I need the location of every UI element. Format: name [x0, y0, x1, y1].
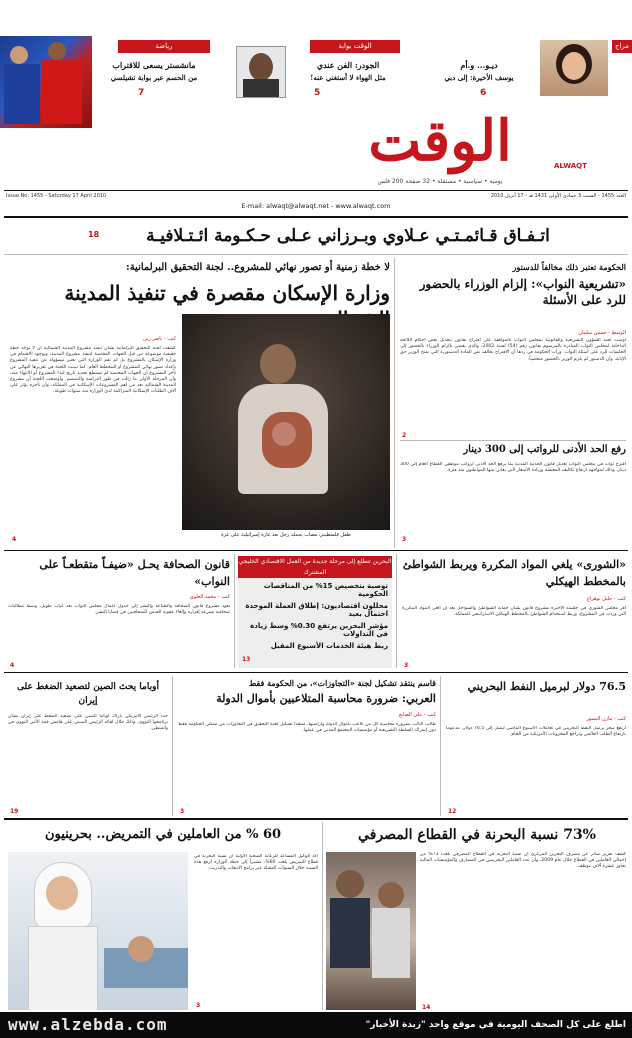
promo-title: مانشستر يسعى للاقتراب: [112, 60, 196, 70]
page-ref: 12: [448, 808, 457, 815]
promo-tag: الوقت بوابة: [310, 40, 400, 53]
page-ref: 5: [314, 88, 321, 98]
page-ref: 6: [480, 88, 487, 98]
byline: كتب - ناصر زين: [143, 336, 176, 342]
box-header: البحرين تتطلع إلى مرحلة جديدة من العمل الاقتصادي الخليجي المشترك: [238, 558, 392, 576]
story-body: ارتفع سعر برميل النفط البحريني في تعاملات الأسبوع الماضي ليصل إلى 76.5 دولار، مدعوماً بارتفاع الطلب العالمي وتراجع المخزونات الأمريكية من الخام.: [446, 726, 626, 738]
page-ref: 14: [422, 1004, 431, 1011]
masthead: [0, 100, 632, 212]
promo-title: من الحسم عبر بوابة تشيلسي: [110, 73, 198, 82]
banner-headline[interactable]: اتـفـاق قـائمـتـي عـلاوي وبـرزاني عـلى حـكـومة ائـتـلافيـة: [146, 226, 550, 246]
page-ref: 3: [196, 1002, 201, 1009]
promo-tag: رياضة: [118, 40, 210, 53]
story-headline[interactable]: وزارة الإسكان مقصرة في تنفيذ المدينة: [64, 281, 390, 305]
story-body: كشفت لجنة التحقيق البرلمانية بشأن تنفيذ مشروع المدينة الشمالية أن لا توجد خطة حقيقية موضوعة من قبل الجهات المختصة لتنفيذ مشروع المدينة، وبوجود الاهتمام في وزارة الإسكان بالمشروع بل لم تقم الوزارة التي تعتبر مسؤولة عن تنفيذ المشروع بإعداد تصور نهائي للمشروع أو للمخطط العام. كما تبينت اللجنة في تقريرها النهائي عن تأخر المشروع أن الجهات المختصة لم تستطع تحديد تاريخ لبدء المشروع أو الانتهاء منه، وأن المرحلة الأولى ما زالت في طور الدراسة والتصميم. وأوضحت اللجنة أن مشروع المدينة الشمالية يعد من أهم المشروعات الإسكانية في المملكة، وأن تأخره يؤثر على آلاف الطلبات الإسكانية المتراكمة لدى الوزارة منذ سنوات طويلة.: [10, 346, 176, 395]
story-body: أقر مجلس الشورى في جلسته الأخيرة مشروع قانون بشأن حماية الشواطئ والسواحل بعد أن ألغى المواد المكررة التي وردت في المشروع، وربط استخدام الشواطئ بالمخطط الهيكلي الاستراتيجي للمملكة.: [402, 606, 626, 618]
gulf-economy-box[interactable]: [238, 556, 392, 668]
story-headline[interactable]: 73% نسبة البحرنة في القطاع المصرفي: [357, 827, 596, 843]
page-ref: 4: [12, 536, 17, 543]
box-item: توصية بتخصيص 15% من المناقصات الحكومية: [263, 582, 388, 598]
story-headline[interactable]: العربي: ضرورة محاسبة المتلاعبين بأموال الدولة: [216, 692, 436, 705]
story-kicker: لا خطة زمنية أو تصور نهائي للمشروع.. لجنة التحقيق البرلمانية:: [126, 262, 390, 273]
byline: كتب - مازن النسور: [586, 716, 626, 722]
page-ref: 7: [138, 88, 145, 98]
story-body: كشف تقرير صادر عن مصرف البحرين المركزي أن نسبة البحرنة في القطاع المصرفي بلغت 73% من إجمالي العاملين في القطاع خلال عام 2009، وأن عدد العاملين البحرينيين في المصارف والمؤسسات المالية تجاوز عشرة آلاف موظف.: [420, 852, 626, 870]
page-ref: 19: [10, 808, 19, 815]
footer-promo: اطلع على كل الصحف اليومية في موقع واحد "زبدة الأخبار": [365, 1020, 626, 1030]
story-headline[interactable]: قانون الصحافة يحـل «ضيفـاً متقطعـاً على النواب»: [39, 558, 230, 588]
byline: كتب - محمد العلوي: [189, 594, 230, 600]
promo-tag: مزاج: [612, 40, 632, 53]
news-photo: [182, 314, 390, 530]
story-headline[interactable]: 76.5 دولار لبرميل النفط البحريني: [467, 680, 626, 693]
portrait-photo: [236, 46, 286, 98]
promo-title: مثل الهواء لا أستغني عنه!: [310, 73, 386, 82]
promo-title: ديـو... و.أم: [460, 60, 498, 70]
story-body: اقترح نواب في مجلس النواب تعديل قانون الخدمة المدنية بما يرفع الحد الأدنى لرواتب موظفي القطاع العام إلى 300 دينار، وذلك لمواجهة ارتفاع تكاليف المعيشة وزيادة الأسعار التي يعاني منها المواطنون منذ فترة.: [400, 462, 626, 474]
photo-caption: طفل فلسطيني مصاب يحمله رجل بعد غارة إسرائيلية على غزة: [221, 532, 351, 538]
footer-bar[interactable]: [0, 1012, 632, 1038]
issue-info-latin: Issue No: 1455 - Saturday 17 April 2010: [6, 193, 107, 199]
story-headline[interactable]: أوباما يحث الصين لتصعيد الضغط على إيران: [17, 682, 159, 706]
footer-site[interactable]: www.alzebda.com: [8, 1015, 168, 1034]
story-body: حث الرئيس الأمريكي باراك أوباما الصين على تصعيد الضغط على إيران بشأن برنامجها النووي، وذلك خلال لقائه الرئيس الصيني على هامش قمة الأمن النووي في واشنطن.: [8, 714, 168, 732]
byline: الوسط - حسين سلمان: [578, 330, 626, 336]
story-body: يعود مشروع قانون الصحافة والطباعة والنشر إلى جدول أعمال مجلس النواب بعد غياب طويل، وسط مطالبات صحافية بسرعة إقراره وإلغاء عقوبة الحبس للصحافيين في قضايا النشر.: [8, 604, 230, 616]
page-ref: 18: [88, 230, 100, 239]
byline: كتب - علي الصايغ: [398, 712, 436, 718]
story-kicker: الحكومة تعتبر ذلك مخالفاً للدستور: [512, 262, 626, 272]
logo: الوقت: [368, 108, 512, 174]
banking-photo: [326, 852, 416, 1010]
page-ref: 3: [180, 808, 185, 815]
promo-title: يوسف الأخيرة: إلى دبي: [444, 73, 514, 82]
story-headline[interactable]: رفع الحد الأدنى للرواتب إلى 300 دينار: [463, 444, 626, 455]
box-item: محللون اقتصاديون: إطلاق العملة الموحدة احتمال بعيد: [245, 602, 388, 618]
story-headline[interactable]: «تشريعية النواب»: إلزام الوزراء بالحضور للرد على الأسئلة: [419, 277, 626, 307]
story-kicker: قاسم ينتقد تشكيل لجنة «التجاوزات»، من الحكومة فقط: [248, 678, 436, 688]
tagline: يومية • سياسية • مستقلة • 32 صفحة 200 فلس: [377, 178, 503, 185]
page-ref: 3: [402, 536, 407, 543]
box-item: مؤشر البحرين يرتفع 0.30% وسط زيادة في التداولات: [250, 622, 388, 638]
page-ref: 3: [404, 662, 409, 669]
story-body: أوصت لجنة الشؤون التشريعية والقانونية بمجلس النواب بالموافقة على اقتراح بقانون بتعديل بعض أحكام اللائحة الداخلية لمجلس النواب الصادرة بالمرسوم بقانون رقم (54) لسنة 2002، والذي يقضي بإلزام الوزراء بالحضور إلى الجلسات للرد على أسئلة النواب. ورأت الحكومة في ردها أن الاقتراح يخالف نص المادة الدستورية التي تمنح الوزير حق الإنابة، وأن الدستور لم يلزم الوزير بالحضور شخصياً.: [400, 338, 626, 362]
byline: كتب - خليل بوهزاع: [586, 596, 626, 602]
story-headline[interactable]: 60 % من العاملين في التمريض.. بحرينيون: [44, 827, 282, 842]
promo-title: الجودر: الفن عندي: [316, 60, 380, 70]
singer-photo: [540, 40, 608, 96]
story-headline[interactable]: «الشورى» يلغي المواد المكررة ويربط الشواطئ بالمخطط الهيكلي: [402, 558, 626, 588]
logo-latin: ALWAQT: [554, 162, 587, 170]
box-item: ربط هيئة الخدمات الأسبوع المقبل: [270, 642, 388, 650]
page-ref: 2: [402, 432, 407, 439]
story-body: طالب النائب بضرورة محاسبة كل من تلاعب بأموال الدولة وأراضيها، منتقداً تشكيل لجنة التحقيق في التجاوزات من ممثلي الحكومة فقط دون إشراك السلطة التشريعية أو مؤسسات المجتمع المدني في عملها.: [178, 722, 436, 734]
page-ref: 13: [242, 656, 251, 663]
nursing-photo: [8, 852, 188, 1010]
email-line[interactable]: E-mail: alwaqt@alwaqt.net - www.alwaqt.com: [241, 202, 391, 210]
story-body: أكد الوكيل المساعد للرعاية الصحية الأولية أن نسبة البحرنة في قطاع التمريض بلغت 60%، مشيراً إلى خطة الوزارة لرفع هذه النسبة خلال السنوات المقبلة عبر برامج الابتعاث والتدريب.: [194, 854, 318, 872]
issue-info-arabic: العدد 1455 - السبت 3 جمادى الأولى 1431 هـ - 17 أبريل 2010: [490, 193, 626, 199]
page-ref: 4: [10, 662, 15, 669]
